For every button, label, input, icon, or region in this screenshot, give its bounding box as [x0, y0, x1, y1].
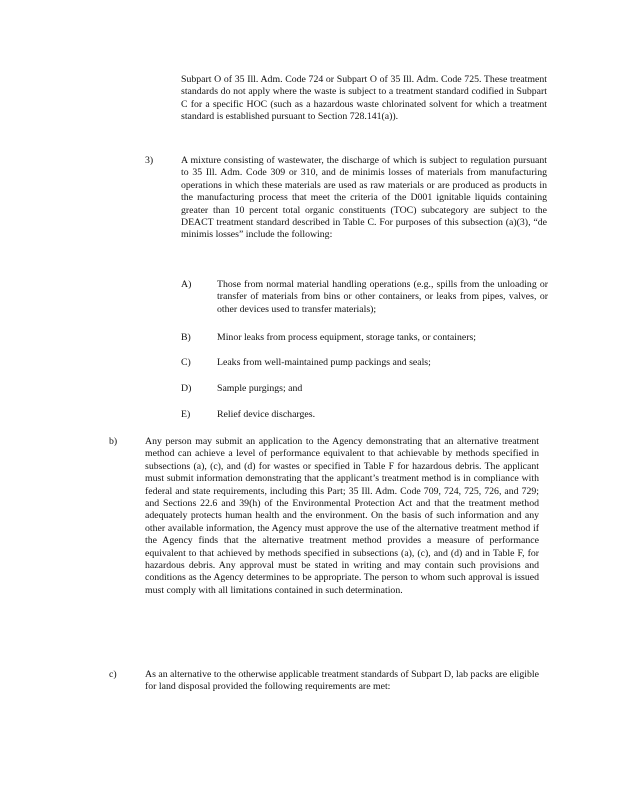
subitem-D-label: D) [181, 383, 192, 394]
subitem-A-label: A) [181, 279, 192, 290]
subitem-A-text: Those from normal material handling operations (e.g., spills from the unloading or transfer of materials from bins or other containers, or leaks from pipes, valves, or other devices used to transfer materials); [217, 279, 548, 315]
subitem-E-label: E) [181, 409, 191, 420]
item-b-label: b) [109, 436, 118, 447]
item-3-label: 3) [145, 155, 154, 166]
item-c-label: c) [109, 669, 117, 680]
item-3-text: A mixture consisting of wastewater, the discharge of which is subject to regulation pursuant to 35 Ill. Adm. Code 309 or 310, and de minimis losses of materials from manufacturing operations in which these materials are used as raw materials or are produced as products in the manufacturing process that meet the criteria of the D001 ignitable liquids containing greater than 10 percent total organic constituents (TOC) subcategory are subject to the DEACT treatment standard described in Table C. For purposes of this subsection (a)(3), “de minimis losses” include the following: [181, 155, 547, 241]
subitem-B-text: Minor leaks from process equipment, storage tanks, or containers; [217, 332, 477, 343]
subitem-C-label: C) [181, 357, 191, 368]
subitem-B-label: B) [181, 332, 191, 343]
subitem-D-text: Sample purgings; and [217, 383, 303, 394]
continuation-paragraph: Subpart O of 35 Ill. Adm. Code 724 or Subpart O of 35 Ill. Adm. Code 725. These treatment standards do not apply where the waste is subject to a treatment standard codified in Subpart C for a specific HOC (such as a hazardous waste chlorinated solvent for which a treatment standard is established pursuant to Section 728.141(a)). [181, 74, 547, 123]
subitem-C-text: Leaks from well-maintained pump packings and seals; [217, 357, 431, 368]
item-b-text: Any person may submit an application to the Agency demonstrating that an alternative treatment method can achieve a level of performance equivalent to that achievable by methods specified in subsections (a), (c), and (d) for wastes or specified in Table F for hazardous debris. The applicant must submit information demonstrating that the applicant’s treatment method is in compliance with federal and state requirements, including this Part; 35 Ill. Adm. Code 709, 724, 725, 726, and 729; and Sections 22.6 and 39(h) of the Environmental Protection Act and that the treatment method adequately protects human health and the environment. On the basis of such information and any other available information, the Agency must approve the use of the alternative treatment method if the Agency finds that the alternative treatment method provides a measure of performance equivalent to that achieved by methods specified in subsections (a), (c), and (d) and in Table F, for hazardous debris. Any approval must be stated in writing and may contain such provisions and conditions as the Agency determines to be appropriate. The person to whom such approval is issued must comply with all limitations contained in such determination. [145, 436, 539, 596]
subitem-E-text: Relief device discharges. [217, 409, 316, 420]
item-c-text: As an alternative to the otherwise applicable treatment standards of Subpart D, lab packs are eligible for land disposal provided the following requirements are met: [145, 669, 539, 693]
